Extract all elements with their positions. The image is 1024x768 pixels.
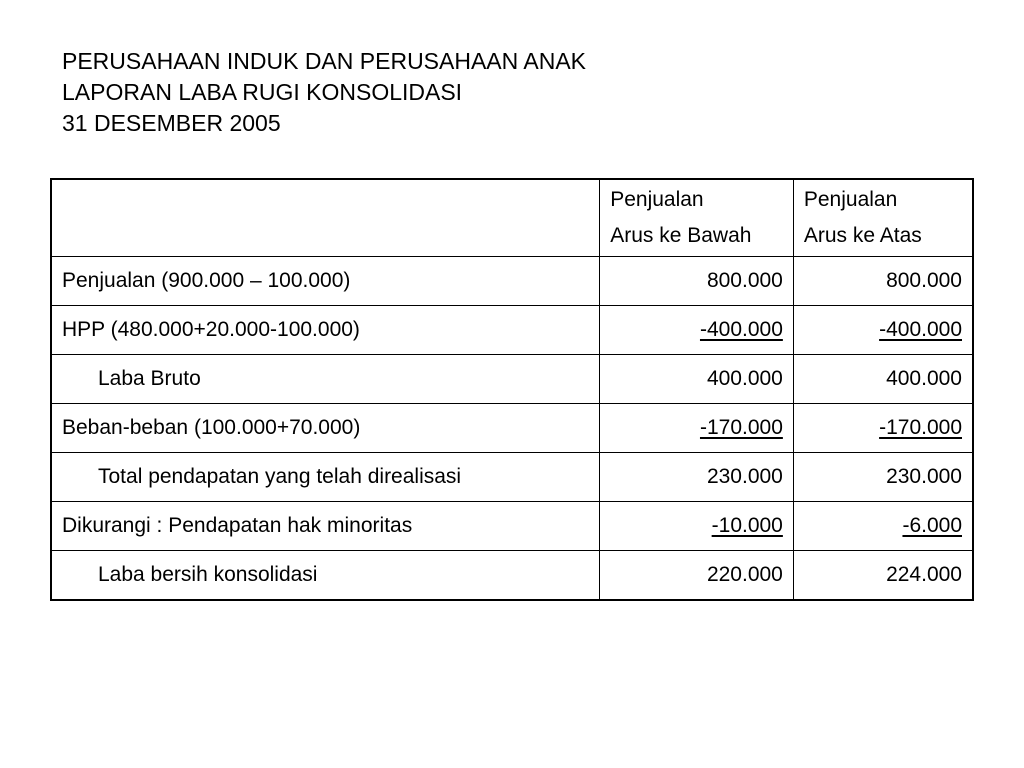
table-row xyxy=(51,453,973,502)
header-upstream-line1: Penjualan xyxy=(803,188,898,211)
income-statement-table xyxy=(50,178,974,601)
title-date: 31 DESEMBER 2005 xyxy=(62,110,281,136)
row-label: Total pendapatan yang telah direalisasi xyxy=(51,453,600,502)
header-downstream-line1: Penjualan xyxy=(610,188,704,211)
value-downstream-text: -10.000 xyxy=(711,514,783,537)
value-downstream: 230.000 xyxy=(600,453,794,502)
table-row xyxy=(51,551,973,601)
table-header-row xyxy=(51,179,973,257)
value-upstream: 400.000 xyxy=(793,355,973,404)
value-downstream: 220.000 xyxy=(600,551,794,601)
row-label: Penjualan (900.000 – 100.000) xyxy=(51,257,600,306)
table-row xyxy=(51,404,973,453)
table-row xyxy=(51,355,973,404)
row-label: Dikurangi : Pendapatan hak minoritas xyxy=(51,502,600,551)
value-downstream xyxy=(600,306,794,355)
value-downstream xyxy=(600,404,794,453)
title-report-name: LAPORAN LABA RUGI KONSOLIDASI xyxy=(62,79,463,105)
table-row xyxy=(51,306,973,355)
value-upstream: 800.000 xyxy=(793,257,973,306)
row-label: HPP (480.000+20.000-100.000) xyxy=(51,306,600,355)
row-label: Laba Bruto xyxy=(51,355,600,404)
value-upstream: 230.000 xyxy=(793,453,973,502)
value-upstream-text: -170.000 xyxy=(879,416,962,439)
report-title xyxy=(62,46,586,139)
value-downstream xyxy=(600,502,794,551)
table-row xyxy=(51,257,973,306)
header-description xyxy=(51,179,600,257)
value-upstream: 224.000 xyxy=(793,551,973,601)
header-downstream-sales xyxy=(600,179,794,257)
header-downstream-line2: Arus ke Bawah xyxy=(610,224,752,247)
value-downstream-text: -170.000 xyxy=(699,416,783,439)
value-upstream xyxy=(793,306,973,355)
header-upstream-line2: Arus ke Atas xyxy=(803,224,922,247)
value-upstream-text: -400.000 xyxy=(879,318,962,341)
title-company: PERUSAHAAN INDUK DAN PERUSAHAAN ANAK xyxy=(62,48,587,74)
row-label: Laba bersih konsolidasi xyxy=(51,551,600,601)
row-label: Beban-beban (100.000+70.000) xyxy=(51,404,600,453)
value-downstream: 800.000 xyxy=(600,257,794,306)
header-upstream-sales xyxy=(793,179,973,257)
value-downstream: 400.000 xyxy=(600,355,794,404)
table-row xyxy=(51,502,973,551)
value-upstream xyxy=(793,404,973,453)
value-downstream-text: -400.000 xyxy=(699,318,783,341)
value-upstream-text: -6.000 xyxy=(902,514,962,537)
value-upstream xyxy=(793,502,973,551)
